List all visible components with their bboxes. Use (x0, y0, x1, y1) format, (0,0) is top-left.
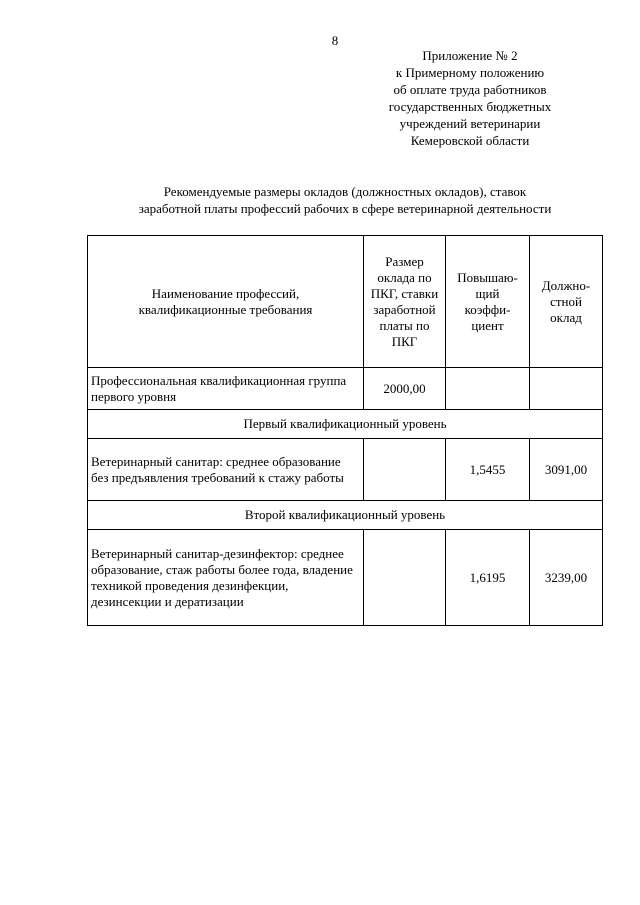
table-row (88, 368, 603, 410)
level1-name-cell: Ветеринарный санитар: среднее образование без предъявления требований к стажу работы (88, 439, 364, 501)
header-coefficient: Повышаю-щий коэффи-циент (446, 236, 530, 368)
table-row (88, 530, 603, 626)
level1-salary-cell: 3091,00 (530, 439, 603, 501)
level-heading-row (88, 501, 603, 530)
level1-coef-cell: 1,5455 (446, 439, 530, 501)
empty-cell (446, 368, 530, 410)
title-line-2: заработной платы профессий рабочих в сфере ветеринарной деятельности (138, 201, 552, 216)
appendix-line: об оплате труда работников (393, 82, 547, 97)
appendix-line: учреждений ветеринарии (399, 116, 541, 131)
appendix-line: государственных бюджетных (388, 99, 552, 114)
level2-heading: Второй квалификационный уровень (88, 501, 603, 530)
page-number: 8 (331, 33, 339, 48)
appendix-line: к Примерному положению (395, 65, 545, 80)
table-row (88, 439, 603, 501)
empty-cell (364, 439, 446, 501)
title-line-1: Рекомендуемые размеры окладов (должностных окладов), ставок (163, 184, 527, 199)
header-position-salary: Должно-стной оклад (530, 236, 603, 368)
appendix-line: Приложение № 2 (422, 48, 518, 63)
group-pkg-cell: 2000,00 (364, 368, 446, 410)
level1-heading: Первый квалификационный уровень (88, 410, 603, 439)
appendix-line: Кемеровской области (410, 133, 530, 148)
document-title (86, 183, 604, 217)
level2-coef-cell: 1,6195 (446, 530, 530, 626)
empty-cell (364, 530, 446, 626)
level2-salary-cell: 3239,00 (530, 530, 603, 626)
table-header-row (88, 236, 603, 368)
salary-table (87, 235, 603, 626)
header-profession: Наименование профессий, квалификационные требования (88, 236, 364, 368)
appendix-header (352, 47, 588, 149)
level-heading-row (88, 410, 603, 439)
group-name-cell: Профессиональная квалификационная группа первого уровня (88, 368, 364, 410)
empty-cell (530, 368, 603, 410)
level2-name-cell: Ветеринарный санитар-дезинфектор: среднее образование, стаж работы более года, владение техникой проведения дезинфекции, дезинсекции и дератизации (88, 530, 364, 626)
header-pkg-salary: Размер оклада по ПКГ, ставки заработной платы по ПКГ (364, 236, 446, 368)
